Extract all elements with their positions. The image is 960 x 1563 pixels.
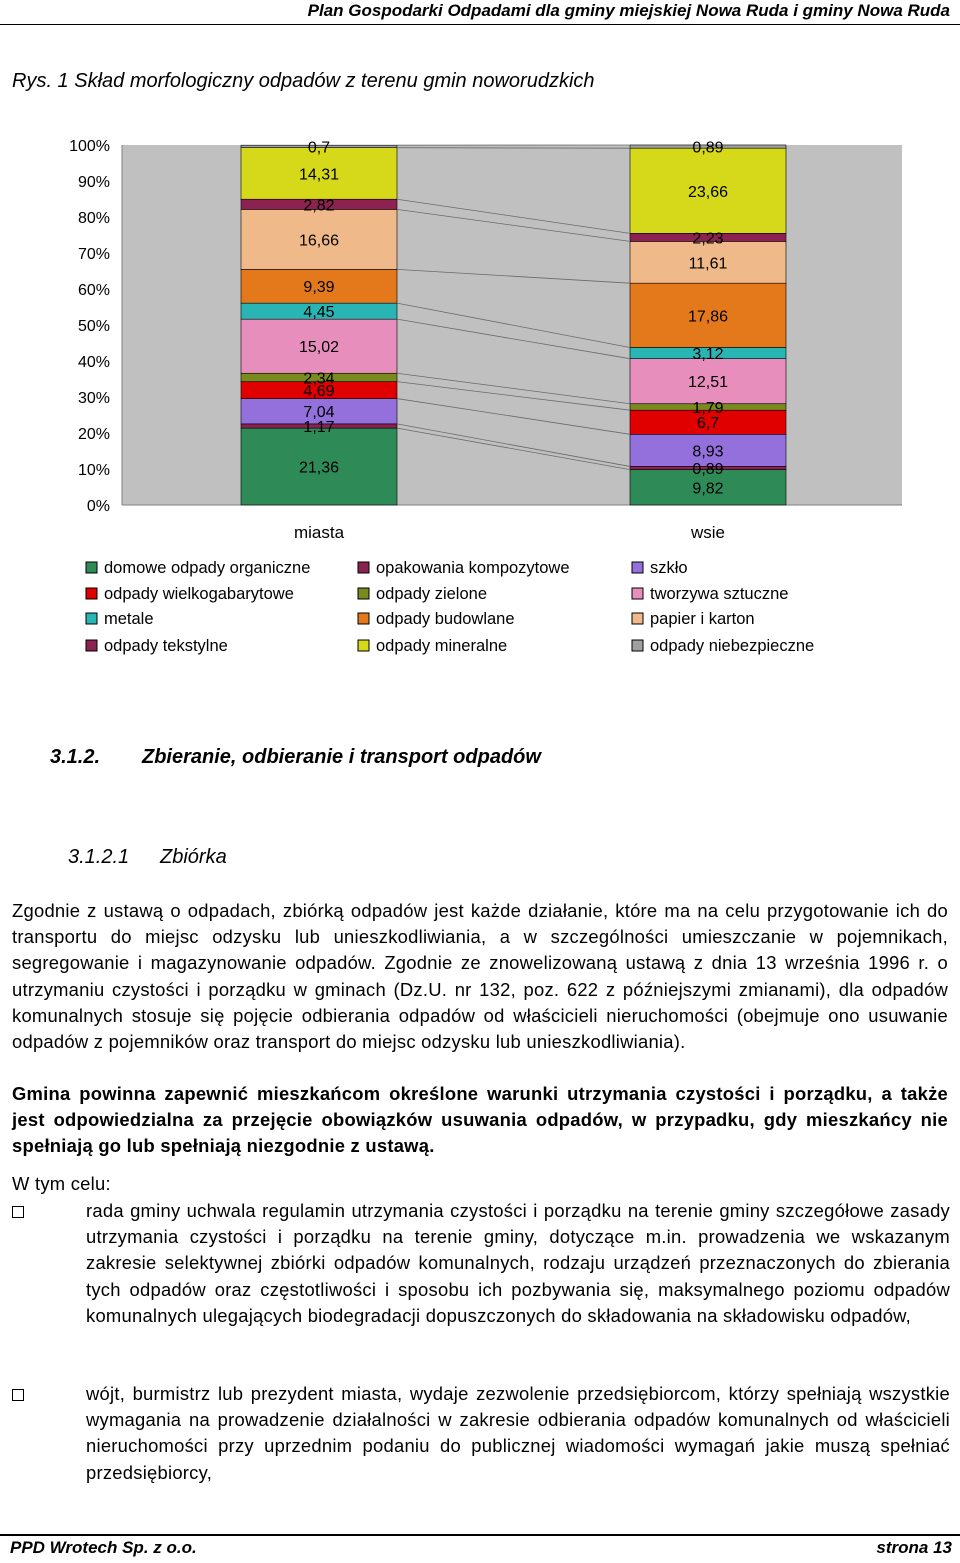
header-rule bbox=[0, 24, 960, 25]
y-tick-label: 40% bbox=[77, 354, 110, 371]
y-tick-label: 100% bbox=[69, 138, 110, 155]
stacked-bar-chart bbox=[0, 120, 960, 680]
section-title: Zbieranie, odbieranie i transport odpadów bbox=[142, 746, 541, 768]
data-label: 2,34 bbox=[303, 370, 335, 388]
legend-label: odpady mineralne bbox=[376, 637, 508, 655]
checkbox-bullet-icon bbox=[12, 1389, 24, 1401]
y-tick-label: 20% bbox=[77, 426, 110, 443]
legend-swatch bbox=[86, 640, 97, 651]
legend-swatch bbox=[86, 588, 97, 599]
paragraph-intro-list: W tym celu: bbox=[12, 1173, 111, 1194]
data-label: 0,89 bbox=[692, 461, 724, 479]
x-category-label: miasta bbox=[293, 523, 345, 542]
data-label: 14,31 bbox=[298, 166, 340, 184]
data-label: 17,86 bbox=[687, 308, 729, 326]
list-item bbox=[86, 1198, 950, 1329]
legend-label: opakowania kompozytowe bbox=[376, 559, 570, 577]
data-label: 0,89 bbox=[692, 139, 724, 157]
legend-label: tworzywa sztuczne bbox=[650, 585, 789, 603]
legend-label: domowe odpady organiczne bbox=[104, 559, 311, 577]
y-tick-label: 80% bbox=[77, 210, 110, 227]
data-label: 2,23 bbox=[692, 230, 724, 248]
legend-label: odpady wielkogabarytowe bbox=[104, 585, 294, 603]
legend-label: szkło bbox=[650, 559, 688, 577]
y-tick-label: 30% bbox=[77, 390, 110, 407]
legend-label: metale bbox=[104, 610, 154, 628]
list-item bbox=[86, 1381, 950, 1486]
legend-swatch bbox=[86, 613, 97, 624]
legend-swatch bbox=[632, 640, 643, 651]
y-tick-label: 10% bbox=[77, 462, 110, 479]
figure-caption: Rys. 1 Skład morfologiczny odpadów z terenu gmin noworudzkich bbox=[12, 70, 595, 92]
y-tick-label: 50% bbox=[77, 318, 110, 335]
data-label: 6,7 bbox=[696, 415, 720, 433]
legend-swatch bbox=[86, 562, 97, 573]
y-tick-label: 70% bbox=[77, 246, 110, 263]
legend-swatch bbox=[632, 613, 643, 624]
paragraph-gmina-obligation: Gmina powinna zapewnić mieszkańcom określone warunki utrzymania czystości i porządku, a także jest odpowiedzialna za przejęcie obowiązków usuwania odpadów, w przypadku, gdy mieszkańcy nie spełniają go lub spełniają niezgodnie z ustawą. bbox=[12, 1083, 948, 1157]
legend-swatch bbox=[358, 640, 369, 651]
x-category-label: wsie bbox=[690, 523, 726, 542]
legend-label: odpady budowlane bbox=[376, 610, 515, 628]
legend-label: odpady niebezpieczne bbox=[650, 637, 815, 655]
footer-page-number: strona 13 bbox=[876, 1538, 952, 1557]
data-label: 11,61 bbox=[688, 255, 728, 273]
data-label: 15,02 bbox=[298, 339, 340, 357]
subsection-number: 3.1.2.1 bbox=[68, 846, 130, 868]
data-label: 2,82 bbox=[303, 197, 335, 215]
data-label: 23,66 bbox=[687, 183, 729, 201]
y-tick-label: 60% bbox=[77, 282, 110, 299]
data-label: 3,12 bbox=[692, 346, 724, 364]
data-label: 4,69 bbox=[303, 383, 335, 401]
legend-swatch bbox=[632, 562, 643, 573]
y-tick-label: 90% bbox=[77, 174, 110, 191]
data-label: 16,66 bbox=[298, 232, 340, 250]
paragraph-definition: Zgodnie z ustawą o odpadach, zbiórką odpadów jest każde działanie, które ma na celu przygotowanie ich do transportu do miejsc odzysku lub unieszkodliwiania, a w szczególności umieszczanie w pojemnikach, segregowanie i magazynowanie odpadów. Zgodnie ze znowelizowaną ustawą z dnia 13 września 1996 r. o utrzymaniu czystości i porządku w gminach (Dz.U. nr 132, poz. 622 z późniejszymi zmianami), dla odpadów komunalnych stosuje się pojęcie odbierania odpadów od właścicieli nieruchomości (obejmuje ono usuwanie odpadów z pojemników oraz transport do miejsc odzysku lub unieszkodliwiania). bbox=[12, 900, 948, 1053]
page-header bbox=[0, 0, 960, 24]
legend-swatch bbox=[632, 588, 643, 599]
data-label: 21,36 bbox=[298, 459, 340, 477]
legend-label: odpady zielone bbox=[376, 585, 488, 603]
data-label: 9,39 bbox=[303, 279, 335, 297]
footer-company: PPD Wrotech Sp. z o.o. bbox=[10, 1538, 197, 1557]
legend-swatch bbox=[358, 613, 369, 624]
legend-label: odpady tekstylne bbox=[104, 637, 228, 655]
data-label: 1,17 bbox=[303, 418, 335, 436]
subsection-title: Zbiórka bbox=[160, 846, 227, 868]
section-number: 3.1.2. bbox=[50, 746, 101, 768]
legend-swatch bbox=[358, 588, 369, 599]
data-label: 9,82 bbox=[692, 480, 724, 498]
data-label: 4,45 bbox=[303, 304, 335, 322]
data-label: 8,93 bbox=[692, 443, 724, 461]
data-label: 0,7 bbox=[307, 139, 331, 157]
data-label: 1,79 bbox=[692, 399, 724, 417]
section-heading bbox=[50, 746, 541, 769]
data-label: 12,51 bbox=[687, 374, 729, 392]
y-tick-label: 0% bbox=[86, 498, 110, 515]
subsection-heading bbox=[68, 846, 227, 869]
legend-swatch bbox=[358, 562, 369, 573]
list-item-text: wójt, burmistrz lub prezydent miasta, wydaje zezwolenie przedsiębiorcom, którzy spełniają wszystkie wymagania na prowadzenie działalności w zakresie odbierania odpadów komunalnych od właścicieli nieruchomości przy uprzednim podaniu do publicznej wiadomości wymagań jakie muszą spełniać przedsiębiorcy, bbox=[86, 1383, 950, 1483]
checkbox-bullet-icon bbox=[12, 1206, 24, 1218]
legend-label: papier i karton bbox=[650, 610, 755, 628]
data-label: 7,04 bbox=[303, 404, 335, 422]
footer-rule bbox=[0, 1534, 960, 1536]
header-title: Plan Gospodarki Odpadami dla gminy miejskiej Nowa Ruda i gminy Nowa Ruda bbox=[307, 1, 950, 20]
chart-legend-layer bbox=[86, 559, 814, 655]
list-item-text: rada gminy uchwala regulamin utrzymania czystości i porządku na terenie gminy szczegółowe zasady utrzymania czystości i porządku na terenie gminy, dotyczące m.in. prowadzenia we wskazanym zakresie selektywnej zbiórki odpadów komunalnych, rodzaju urządzeń przeznaczonych do zbierania tych odpadów oraz częstotliwości i sposobu ich pozbywania się, maksymalnego poziomu odpadów komunalnych ulegających biodegradacji dopuszczonych do składowania na składowisku odpadów, bbox=[86, 1200, 950, 1326]
